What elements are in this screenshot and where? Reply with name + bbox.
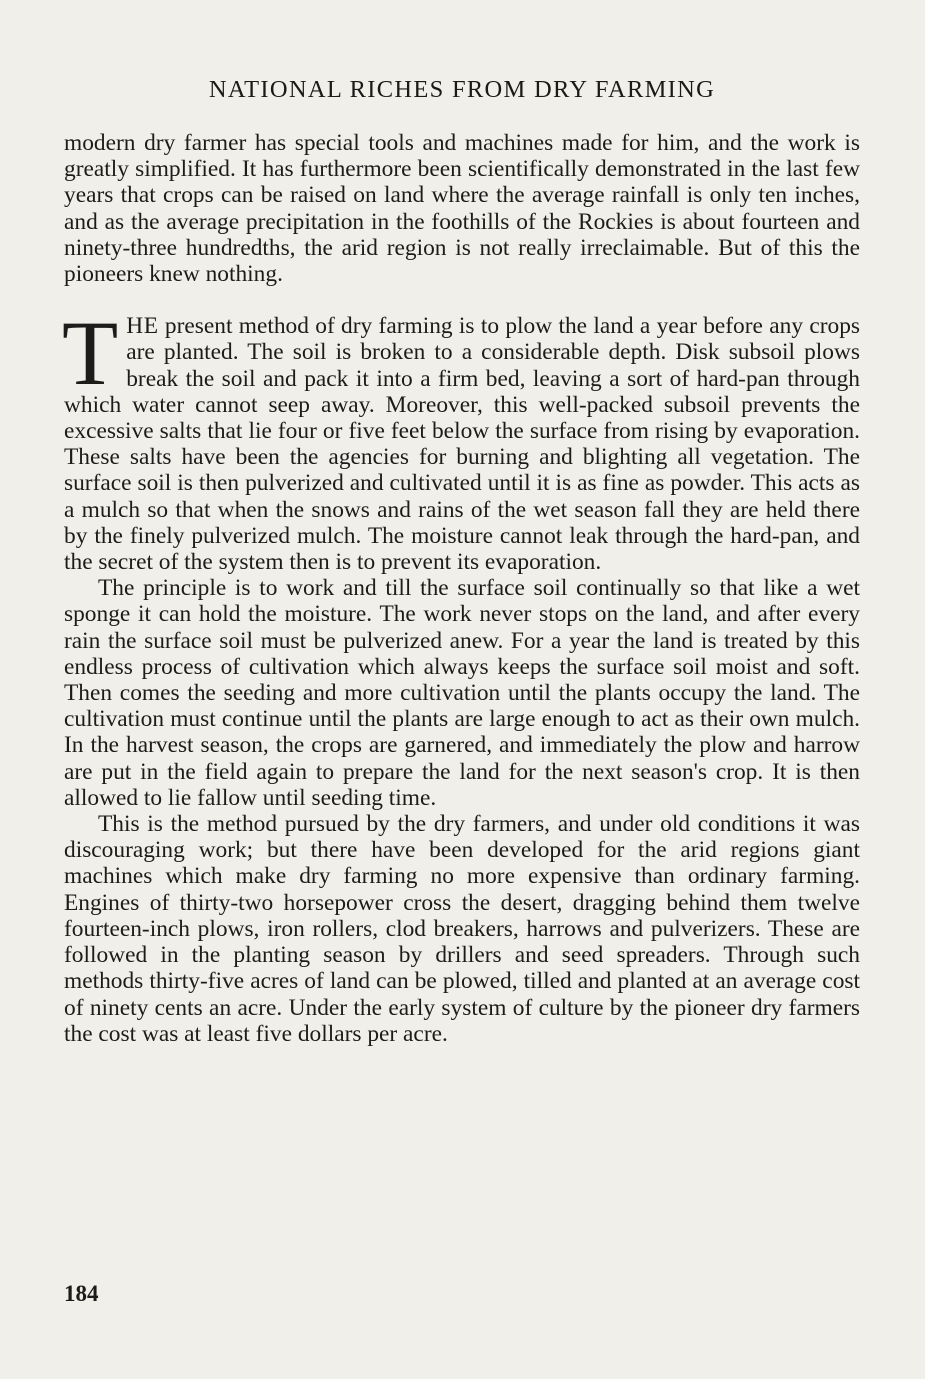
drop-cap: T [62, 302, 119, 405]
paragraph-principle: The principle is to work and till the surface soil continually so that like a wet sponge it can hold the moisture. The work never stops on the land, and after every rain the surface soil must be pulverized anew. For a year the land is treated by this endless process of cultivation which always keeps the surface soil moist and soft. Then comes the seeding and more cultivation until the plants occupy the land. The cultivation must continue until the plants are large enough to act as their own mulch. In the harvest season, the crops are garnered, and immediately the plow and harrow are put in the field again to prepare the land for the next season's crop. It is then allowed to lie fallow until seeding time. [64, 575, 860, 811]
page-number: 184 [64, 1281, 99, 1306]
paragraph-section-opening [62, 302, 860, 576]
body-text [64, 130, 860, 1047]
paragraph-text: present method of dry farming is to plow the land a year before any crops are planted. The soil is broken to a considerable depth. Disk subsoil plows break the soil and pack it into a firm bed, leaving a sort of hard-pan through which water cannot seep away. Moreover, this well-packed subsoil prevents the excessive salts that lie four or five feet below the surface from rising by evaporation. These salts have been the agencies for burning and blighting all vegetation. The surface soil is then pulverized and cultivated until it is as fine as powder. This acts as a mulch so that when the snows and rains of the wet season fall they are held there by the finely pulverized mulch. The moisture cannot leak through the hard-pan, and the secret of the system then is to prevent its evaporation. [64, 313, 860, 576]
paragraph-method: This is the method pursued by the dry farmers, and under old conditions it was discouraging work; but there have been developed for the arid regions giant machines which make dry farming no more expensive than ordinary farming. Engines of thirty-two horsepower cross the desert, dragging behind them twelve fourteen-inch plows, iron rollers, clod breakers, harrows and pulverizers. These are followed in the planting season by drillers and seed spreaders. Through such methods thirty-five acres of land can be plowed, tilled and planted at an average cost of ninety cents an acre. Under the early system of culture by the pioneer dry farmers the cost was at least five dollars per acre. [64, 811, 860, 1047]
paragraph-continuation: modern dry farmer has special tools and machines made for him, and the work is greatly simplified. It has furthermore been scientifically demonstrated in the last few years that crops can be raised on land where the average rainfall is only ten inches, and as the average precipitation in the foothills of the Rockies is about fourteen and ninety-three hundredths, the arid region is not really irreclaimable. But of this the pioneers knew nothing. [64, 130, 860, 288]
running-head: NATIONAL RICHES FROM DRY FARMING [208, 76, 716, 103]
opening-caps: HE [126, 313, 159, 340]
